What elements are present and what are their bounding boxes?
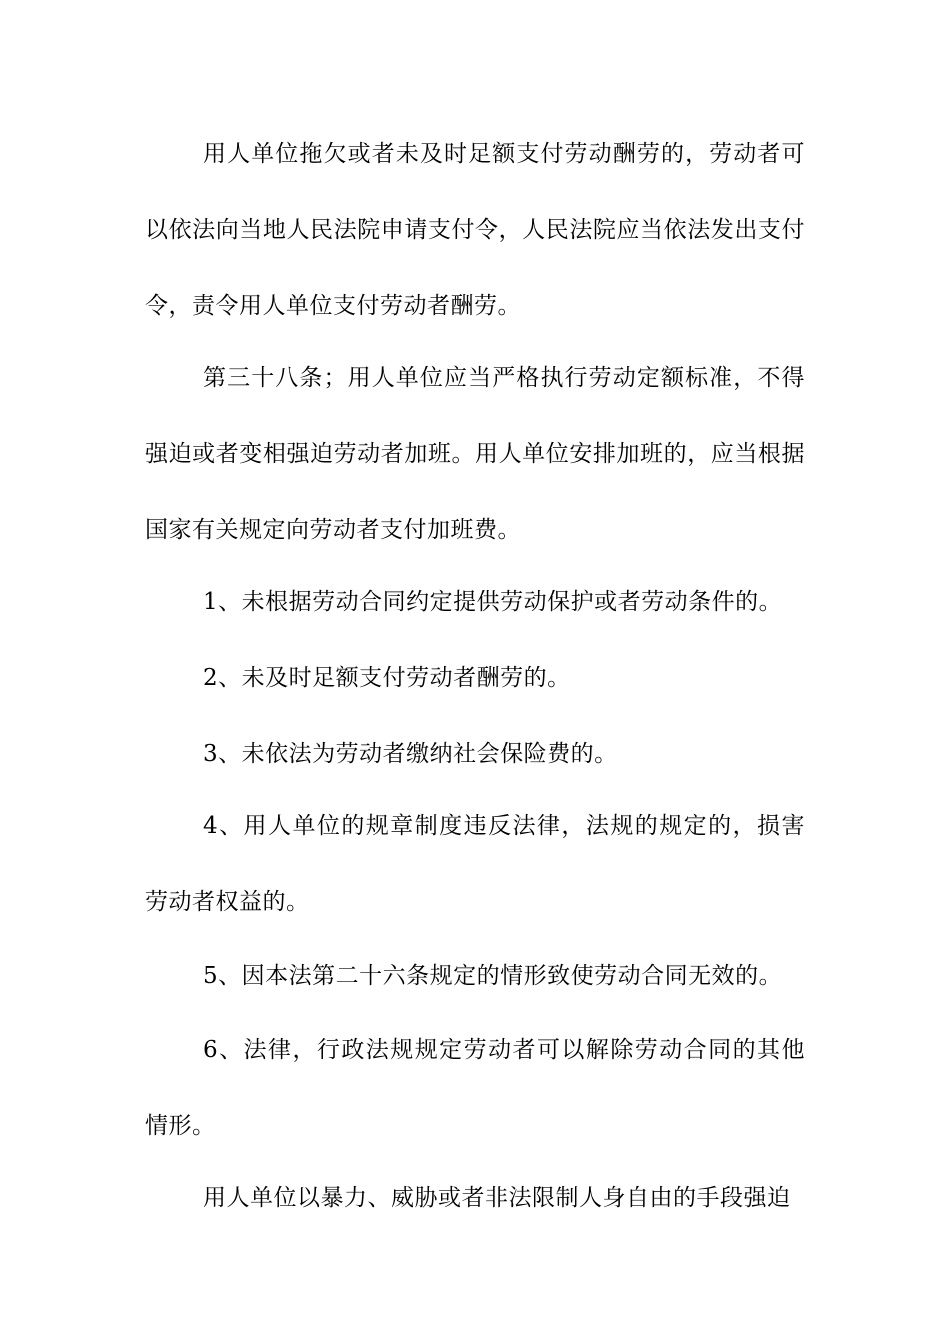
paragraph-article-38: 第三十八条；用人单位应当严格执行劳动定额标准，不得强迫或者变相强迫劳动者加班。用人单位安排加班的，应当根据国家有关规定向劳动者支付加班费。 xyxy=(145,365,805,543)
list-item-4: 4、用人单位的规章制度违反法律，法规的规定的，损害劳动者权益的。 xyxy=(145,813,805,915)
list-item-5: 5、因本法第二十六条规定的情形致使劳动合同无效的。 xyxy=(203,963,783,989)
list-item-3: 3、未依法为劳动者缴纳社会保险费的。 xyxy=(203,741,618,767)
paragraph-wage-arrears: 用人单位拖欠或者未及时足额支付劳动酬劳的，劳动者可以依法向当地人民法院申请支付令，人民法院应当依法发出支付令，责令用人单位支付劳动者酬劳。 xyxy=(145,141,805,319)
paragraph-forced-labor: 用人单位以暴力、威胁或者非法限制人身自由的手段强迫 xyxy=(203,1185,791,1211)
list-item-6: 6、法律，行政法规规定劳动者可以解除劳动合同的其他情形。 xyxy=(145,1037,805,1139)
list-item-2: 2、未及时足额支付劳动者酬劳的。 xyxy=(203,665,571,691)
list-item-1: 1、未根据劳动合同约定提供劳动保护或者劳动条件的。 xyxy=(203,589,783,615)
